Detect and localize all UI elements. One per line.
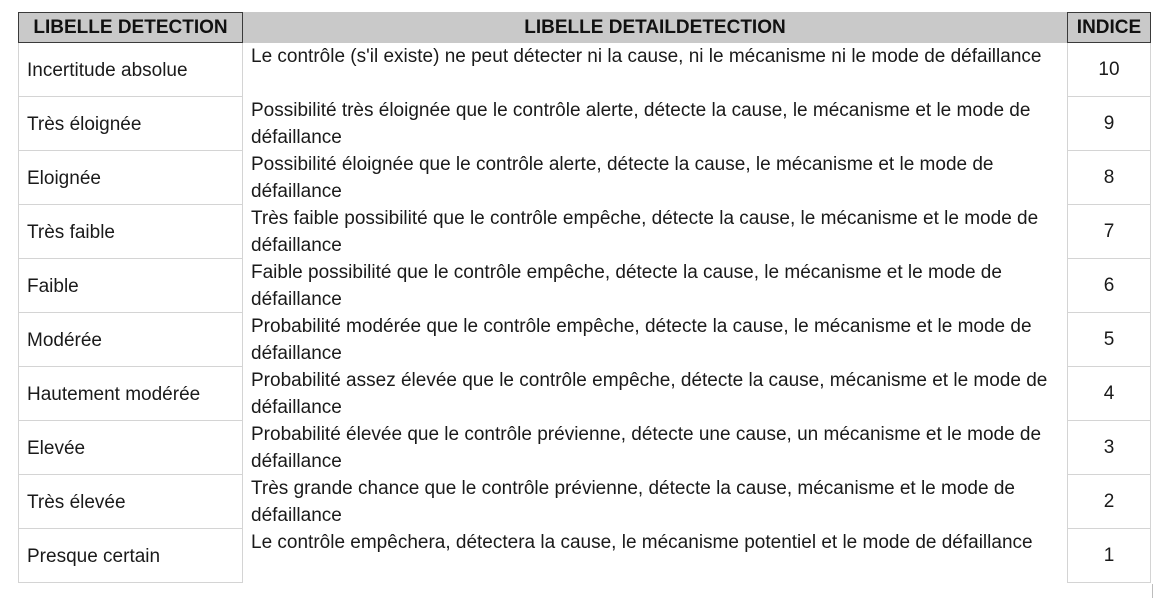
- row-detail: Possibilité éloignée que le contrôle alerte, détecte la cause, le mécanisme et le mode de défaillance: [251, 154, 994, 202]
- table-row: [18, 367, 1151, 421]
- header-libelle-detection: LIBELLE DETECTION: [18, 12, 243, 43]
- row-indice: 10: [1067, 43, 1151, 97]
- row-label: Presque certain: [18, 529, 243, 583]
- row-label: Très éloignée: [18, 97, 243, 151]
- row-label: Très faible: [18, 205, 243, 259]
- table-row: [18, 43, 1151, 97]
- sheet-edge-divider: [1152, 584, 1153, 598]
- row-detail: Possibilité très éloignée que le contrôle alerte, détecte la cause, le mécanisme et le mode de défaillance: [251, 100, 1031, 148]
- row-label: Très élevée: [18, 475, 243, 529]
- row-indice: 8: [1067, 151, 1151, 205]
- row-detail: Le contrôle empêchera, détectera la cause, le mécanisme potentiel et le mode de défaillance: [251, 532, 1033, 553]
- row-label: Hautement modérée: [18, 367, 243, 421]
- row-label: Incertitude absolue: [18, 43, 243, 97]
- row-detail: Le contrôle (s'il existe) ne peut détecter ni la cause, ni le mécanisme ni le mode de défaillance: [251, 46, 1042, 67]
- row-indice: 5: [1067, 313, 1151, 367]
- table-row: [18, 151, 1151, 205]
- table-row: [18, 529, 1151, 583]
- table-row: [18, 421, 1151, 475]
- row-label: Eloignée: [18, 151, 243, 205]
- row-indice: 9: [1067, 97, 1151, 151]
- table-row: [18, 259, 1151, 313]
- table-row: [18, 205, 1151, 259]
- table-row: [18, 97, 1151, 151]
- row-detail: Faible possibilité que le contrôle empêche, détecte la cause, le mécanisme et le mode de défaillance: [251, 262, 1002, 310]
- row-indice: 2: [1067, 475, 1151, 529]
- table-row: [18, 313, 1151, 367]
- row-indice: 4: [1067, 367, 1151, 421]
- row-detail: Très faible possibilité que le contrôle empêche, détecte la cause, le mécanisme et le mode de défaillance: [251, 208, 1039, 256]
- row-label: Elevée: [18, 421, 243, 475]
- row-detail: Probabilité élevée que le contrôle prévienne, détecte une cause, un mécanisme et le mode de défaillance: [251, 424, 1042, 472]
- row-label: Modérée: [18, 313, 243, 367]
- row-detail: Très grande chance que le contrôle prévienne, détecte la cause, mécanisme et le mode de défaillance: [251, 478, 1015, 526]
- header-libelle-detail-detection: LIBELLE DETAILDETECTION: [243, 12, 1067, 43]
- row-detail: Probabilité modérée que le contrôle empêche, détecte la cause, le mécanisme et le mode de défaillance: [251, 316, 1032, 364]
- row-label: Faible: [18, 259, 243, 313]
- row-indice: 7: [1067, 205, 1151, 259]
- row-indice: 6: [1067, 259, 1151, 313]
- detection-table: [18, 12, 1151, 583]
- table-row: [18, 475, 1151, 529]
- row-indice: 1: [1067, 529, 1151, 583]
- table-header-row: [18, 12, 1151, 43]
- header-indice: INDICE: [1067, 12, 1151, 43]
- row-indice: 3: [1067, 421, 1151, 475]
- row-detail: Probabilité assez élevée que le contrôle empêche, détecte la cause, mécanisme et le mode de défaillance: [251, 370, 1048, 418]
